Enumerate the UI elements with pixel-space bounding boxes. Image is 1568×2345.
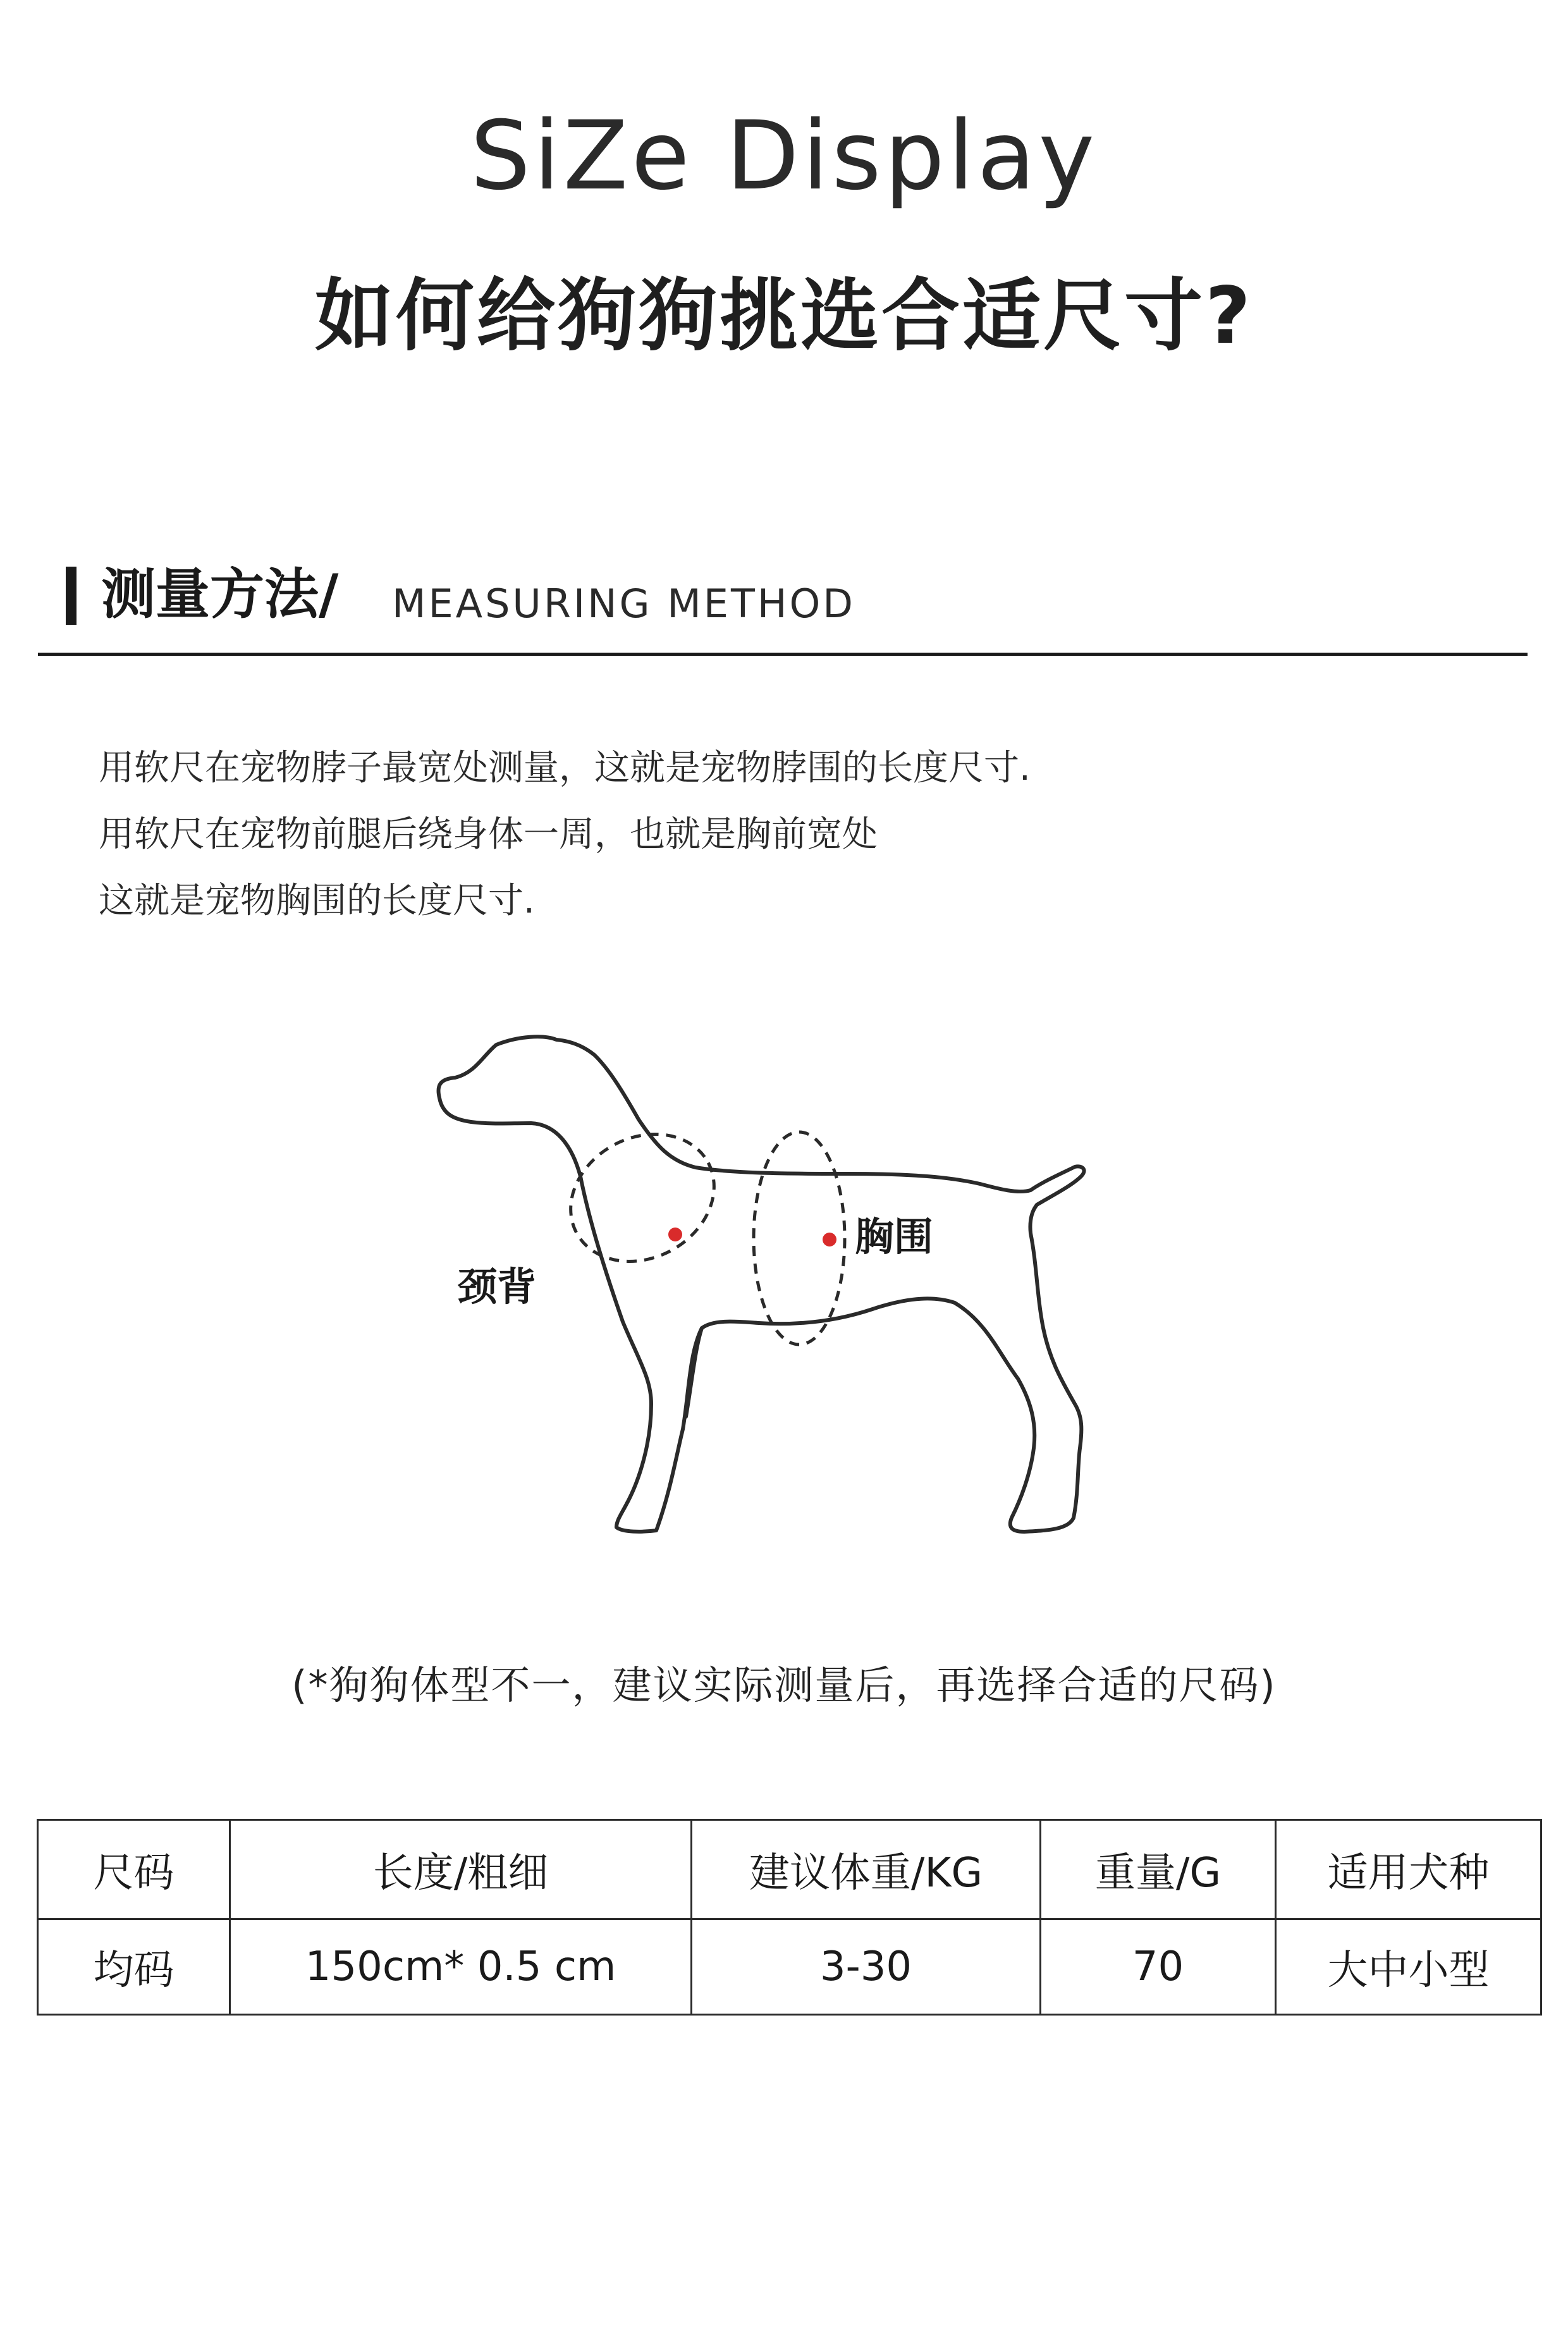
header-recommended-weight: 建议体重/KG	[692, 1820, 1041, 1919]
cell-recommended-weight: 3-30	[692, 1919, 1041, 2015]
size-table	[37, 1819, 1542, 2016]
cell-length-thickness: 150cm* 0.5 cm	[230, 1919, 692, 2015]
neck-label: 颈背	[458, 1264, 537, 1310]
chest-label: 胸围	[855, 1214, 934, 1260]
section-title-en: MEASURING METHOD	[392, 581, 856, 627]
page-title-cn: 如何给狗狗挑选合适尺寸?	[315, 271, 1253, 362]
header-item-weight: 重量/G	[1041, 1820, 1276, 1919]
page-title-en: SiZe Display	[470, 101, 1098, 211]
header-length-thickness: 长度/粗细	[230, 1820, 692, 1919]
cell-item-weight: 70	[1041, 1919, 1276, 2015]
header-dog-breed: 适用犬种	[1276, 1820, 1541, 1919]
description-line-3: 这就是宠物胸围的长度尺寸.	[99, 880, 535, 921]
neck-marker-dot	[668, 1228, 682, 1241]
size-note: (*狗狗体型不一，建议实际测量后，再选择合适的尺码)	[291, 1662, 1277, 1708]
description-line-2: 用软尺在宠物前腿后绕身体一周，也就是胸前宽处	[99, 814, 878, 855]
table-header-row	[38, 1820, 1541, 1919]
cell-size: 均码	[38, 1919, 230, 2015]
cell-dog-breed: 大中小型	[1276, 1919, 1541, 2015]
chest-marker-dot	[823, 1233, 836, 1246]
section-title-cn: 测量方法/	[101, 563, 339, 626]
neck-measure-loop	[548, 1110, 737, 1286]
header-size: 尺码	[38, 1820, 230, 1919]
description-line-1: 用软尺在宠物脖子最宽处测量，这就是宠物脖围的长度尺寸.	[99, 748, 1031, 789]
table-row	[38, 1919, 1541, 2015]
